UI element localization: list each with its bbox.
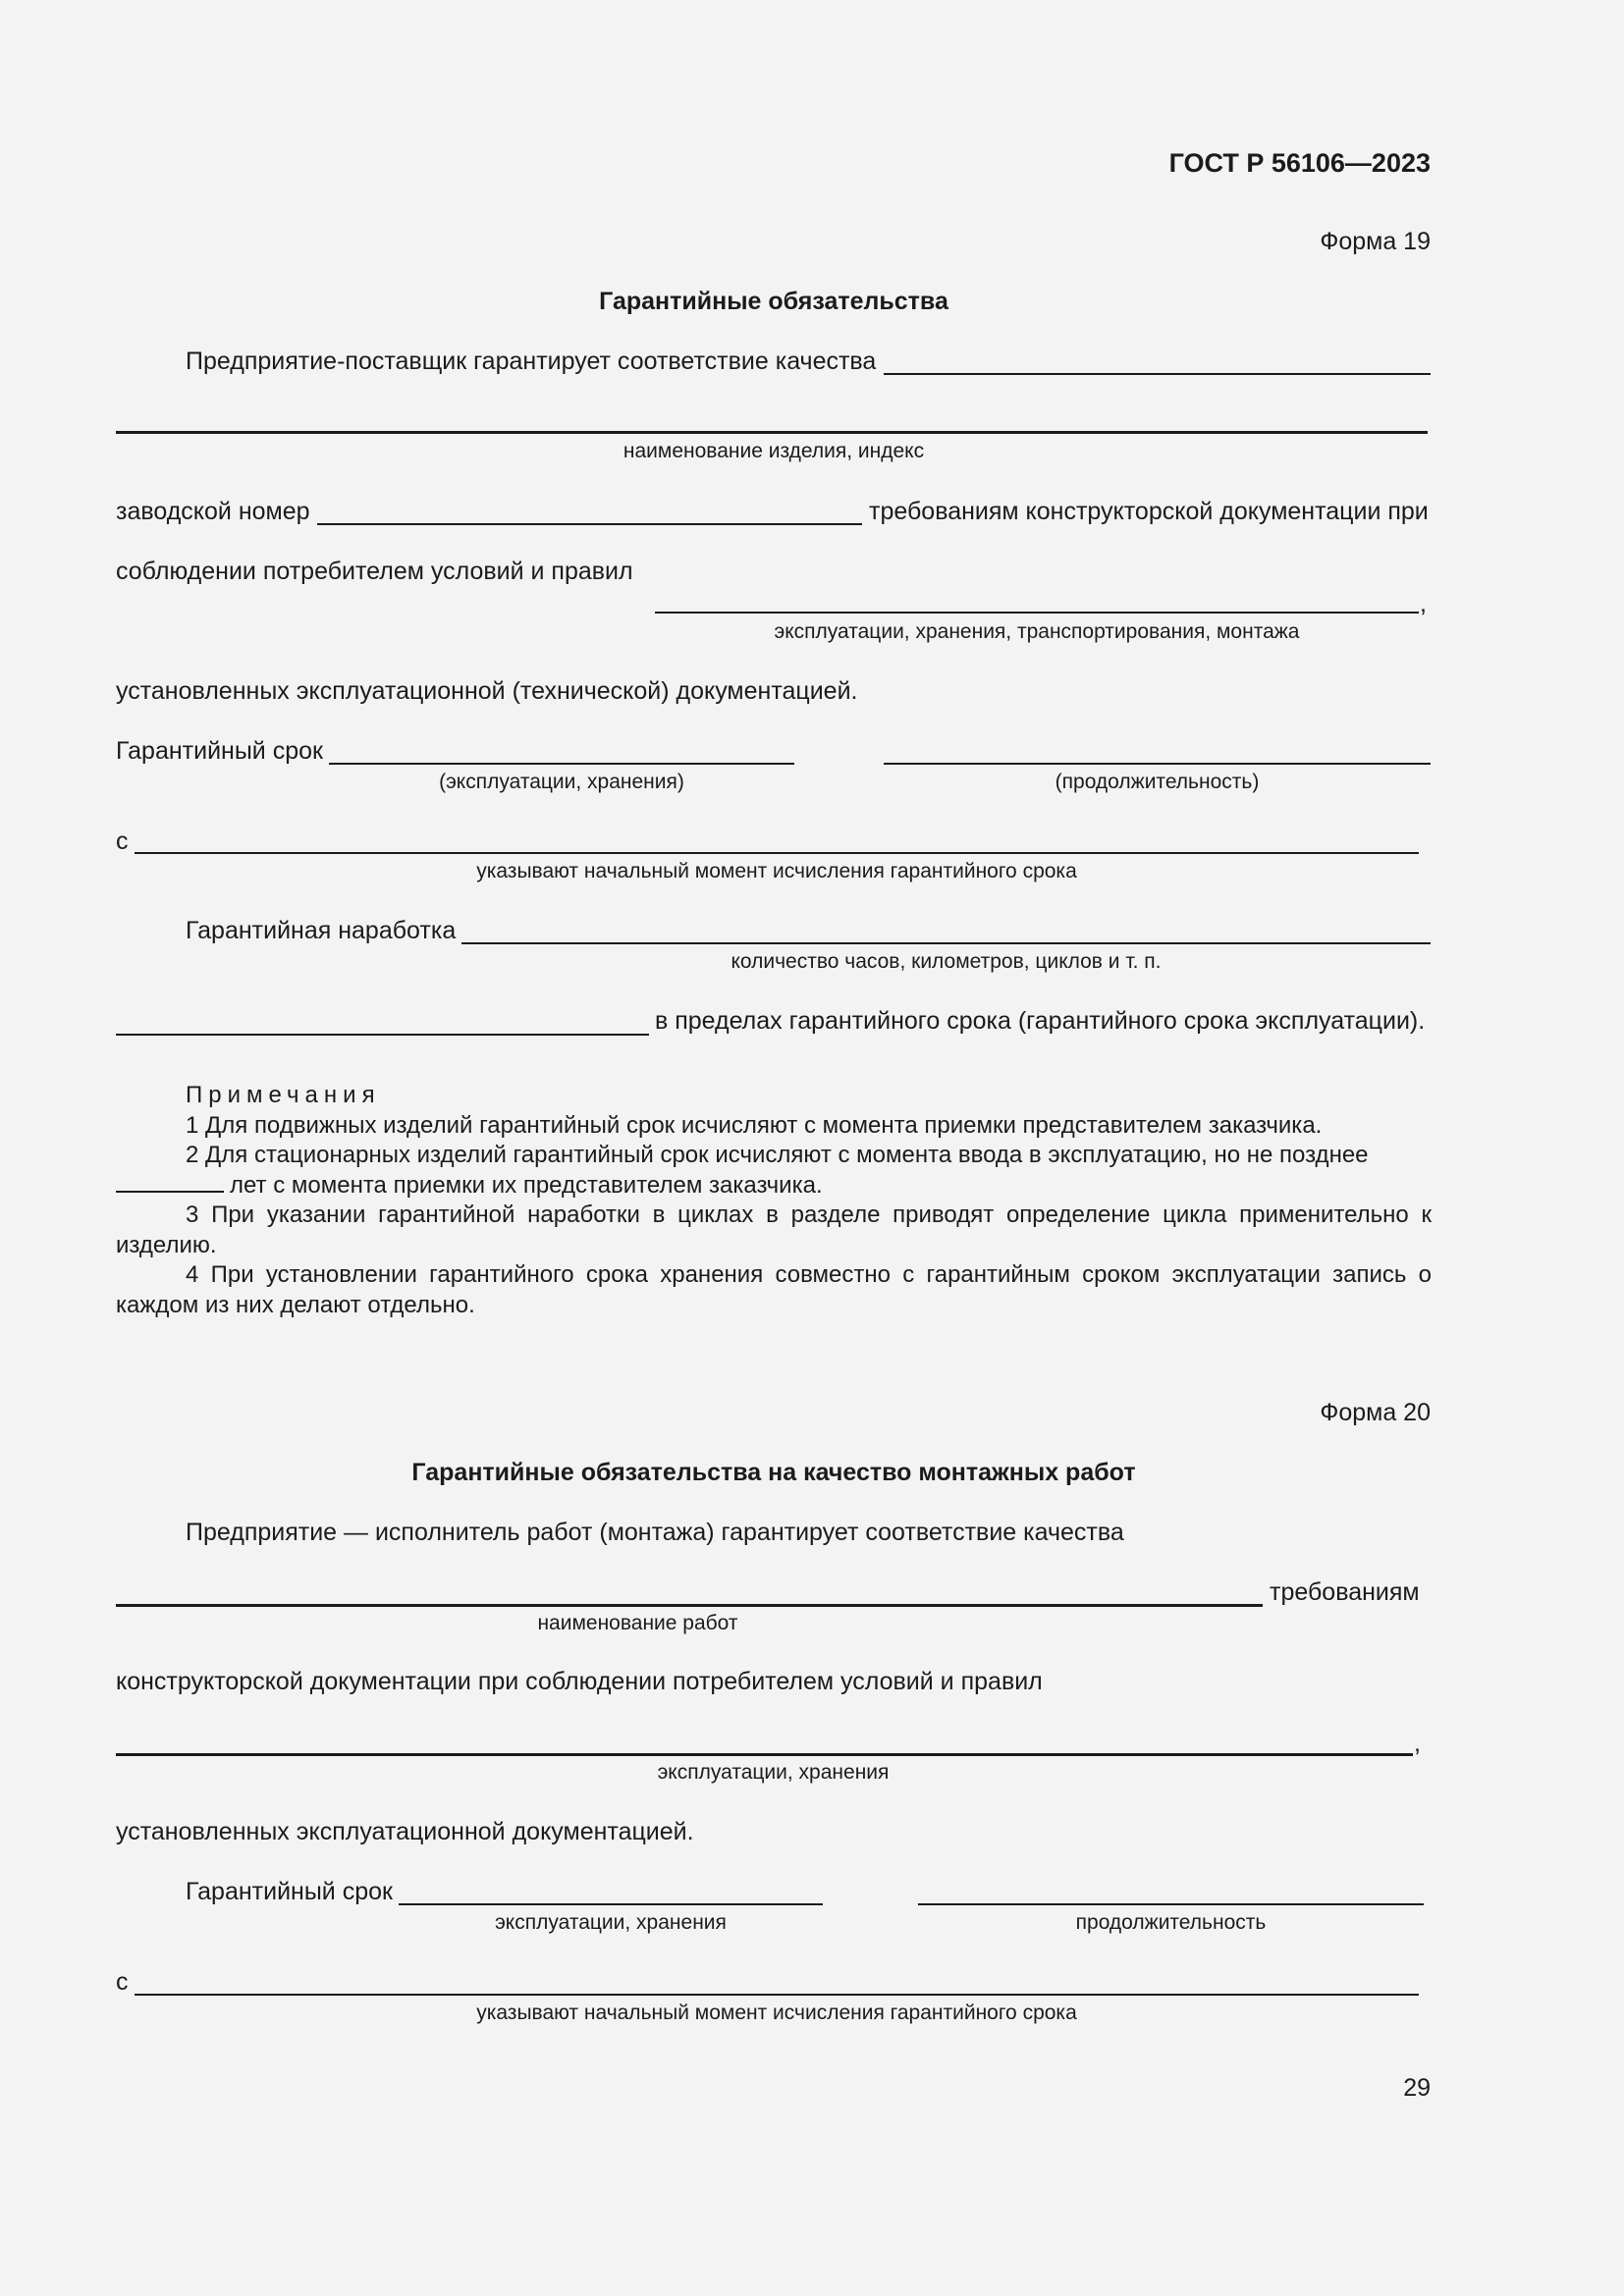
years-field[interactable] [116,1171,224,1193]
note-1: 1 Для подвижных изделий гарантийный срок исчисляют с момента приемки представителем заказчика. [186,1112,1323,1139]
note-4: 4 При установлении гарантийного срока хранения совместно с гарантийным сроком эксплуатации запись о каждом из них делают отдельно. [116,1261,1432,1318]
product-name-caption: наименование изделия, индекс [623,440,925,462]
product-name-field[interactable] [116,431,1428,434]
warranty-runtime-field[interactable] [461,942,1431,944]
warranty-duration-caption: (продолжительность) [1055,771,1260,793]
operation-rules-field[interactable] [655,612,1419,614]
start-moment-field[interactable] [135,852,1419,854]
warranty-duration-field[interactable] [884,763,1431,765]
warranty-period-label: Гарантийный срок [116,737,323,765]
document-code: ГОСТ Р 56106—2023 [1168,148,1431,178]
warranty-period-label-2: Гарантийный срок [186,1878,393,1905]
warranty-duration-field-2[interactable] [918,1903,1424,1905]
works-name-field[interactable] [116,1604,1263,1607]
established-text: установленных эксплуатационной (технической) документацией. [116,677,858,705]
runtime-value-field[interactable] [116,1034,649,1036]
operation-rules-caption: эксплуатации, хранения, транспортирования, монтажа [774,620,1300,643]
serial-number-label: заводской номер [116,498,310,525]
established-text-2: установленных эксплуатационной документацией. [116,1818,694,1845]
contractor-guarantee-text: Предприятие — исполнитель работ (монтажа) гарантирует соответствие качества [186,1519,1124,1546]
note-2 [116,1141,1432,1171]
form-20-label: Форма 20 [1320,1399,1431,1426]
operation-storage-field[interactable] [116,1753,1413,1756]
note-2-text-a: 2 Для стационарных изделий гарантийный срок исчисляют с момента ввода в эксплуатацию, но не позднее [186,1142,1369,1168]
comma-2: , [1414,1730,1421,1757]
note-3: 3 При указании гарантийной наработки в циклах в разделе приводят определение цикла применительно к изделию. [116,1201,1432,1258]
supplier-guarantee-text: Предприятие-поставщик гарантирует соответствие качества [186,347,877,375]
note-2-text-b: лет с момента приемки их представителем заказчика. [230,1172,823,1199]
note-2-continuation [116,1171,1432,1201]
page-number: 29 [1403,2074,1431,2102]
form-19-title: Гарантийные обязательства [599,288,948,315]
notes-title: Примечания [186,1082,381,1108]
warranty-type-field-2[interactable] [399,1903,823,1905]
warranty-type-caption: (эксплуатации, хранения) [439,771,684,793]
warranty-type-caption-2: эксплуатации, хранения [495,1911,727,1934]
start-moment-caption: указывают начальный момент исчисления гарантийного срока [476,860,1077,882]
within-period-text: в пределах гарантийного срока (гарантийного срока эксплуатации). [655,1007,1426,1035]
form-20-title: Гарантийные обязательства на качество монтажных работ [411,1459,1136,1486]
serial-number-field[interactable] [317,523,862,525]
product-quality-field[interactable] [884,373,1431,375]
start-moment-caption-2: указывают начальный момент исчисления гарантийного срока [476,2002,1077,2024]
form-19-label: Форма 19 [1320,228,1431,255]
conditions-text: соблюдении потребителем условий и правил [116,558,633,585]
works-name-caption: наименование работ [537,1612,738,1634]
design-docs-text: конструкторской документации при соблюдении потребителем условий и правил [116,1668,1043,1695]
from-label: с [116,828,129,855]
from-label-2: с [116,1968,129,1996]
serial-number-after-text: требованиям конструкторской документации при [869,498,1429,525]
comma: , [1420,590,1427,617]
warranty-runtime-label: Гарантийная наработка [186,917,457,944]
start-moment-field-2[interactable] [135,1994,1419,1996]
warranty-type-field[interactable] [329,763,794,765]
warranty-duration-caption-2: продолжительность [1075,1911,1267,1934]
operation-storage-caption: эксплуатации, хранения [657,1761,890,1784]
requirements-text: требованиям [1270,1578,1420,1606]
warranty-runtime-caption: количество часов, километров, циклов и т. п. [731,950,1162,973]
